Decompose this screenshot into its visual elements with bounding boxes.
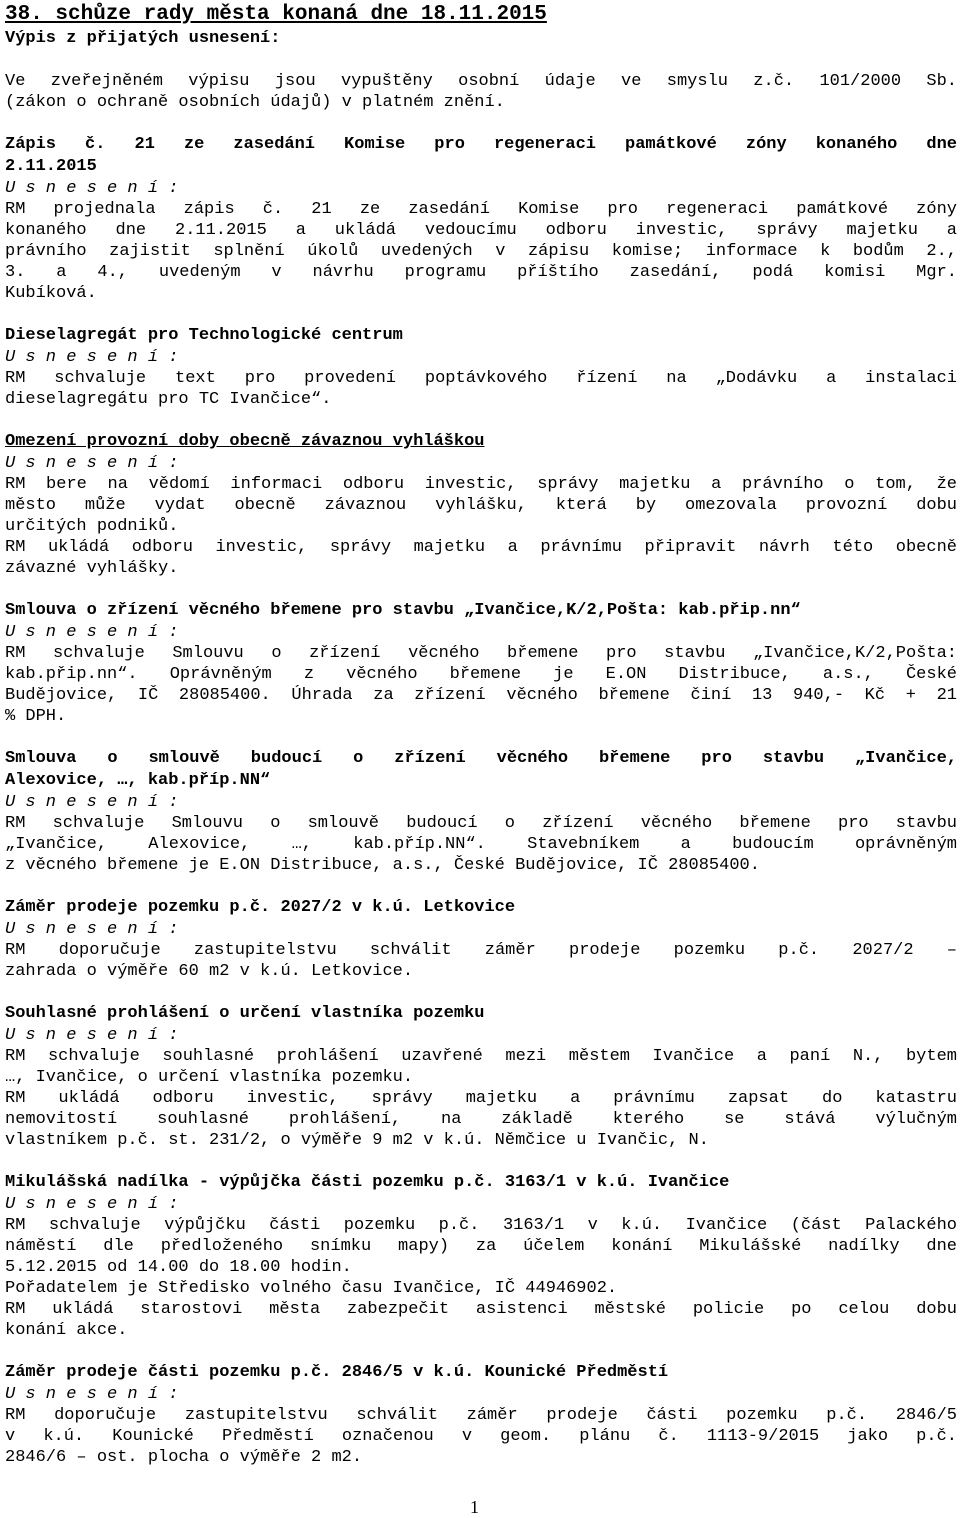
body-line: v k.ú. Kounické Předměstí označenou v geom. plánu č. 1113-9/2015 jako p.č. (5, 1427, 957, 1446)
body-line: 3. a 4., uvedeným v návrhu programu příštího zasedání, podá komisi Mgr. (5, 263, 957, 282)
section-heading: Omezení provozní doby obecně závaznou vyhláškou (5, 432, 485, 451)
body-line: právního zajistit splnění úkolů uvedených v zápisu komise; informace k bodům 2., (5, 242, 957, 261)
body-line: Kubíková. (5, 284, 97, 303)
body-line: 5.12.2015 od 14.00 do 18.00 hodin. (5, 1258, 352, 1277)
section-heading: 2.11.2015 (5, 157, 97, 176)
body-line: RM schvaluje Smlouvu o zřízení věcného břemene pro stavbu „Ivančice,K/2,Pošta: (5, 644, 957, 663)
body-line: nemovitostí souhlasné prohlášení, na základě kterého se stává výlučným (5, 1110, 957, 1129)
section-heading: Souhlasné prohlášení o určení vlastníka pozemku (5, 1004, 485, 1023)
usneseni-label: U s n e s e n í : (5, 623, 179, 642)
usneseni-label: U s n e s e n í : (5, 454, 179, 473)
intro-line: Ve zveřejněném výpisu jsou vypuštěny osobní údaje ve smyslu z.č. 101/2000 Sb. (5, 72, 957, 91)
body-line: % DPH. (5, 707, 67, 726)
body-line: RM doporučuje zastupitelstvu schválit záměr prodeje pozemku p.č. 2027/2 – (5, 941, 957, 960)
body-line: „Ivančice, Alexovice, …, kab.příp.NN“. Stavebníkem a budoucím oprávněným (5, 835, 957, 854)
body-line: 2846/6 – ost. plocha o výměře 2 m2. (5, 1448, 363, 1467)
section-heading: Záměr prodeje části pozemku p.č. 2846/5 v k.ú. Kounické Předměstí (5, 1363, 669, 1382)
section-heading: Smlouva o smlouvě budoucí o zřízení věcného břemene pro stavbu „Ivančice, (5, 749, 957, 768)
document-page (5, 0, 957, 1468)
body-line: dieselagregátu pro TC Ivančice“. (5, 390, 332, 409)
body-line: RM schvaluje Smlouvu o smlouvě budoucí o zřízení věcného břemene pro stavbu (5, 814, 957, 833)
body-line: RM doporučuje zastupitelstvu schválit záměr prodeje části pozemku p.č. 2846/5 (5, 1406, 957, 1425)
section-heading: Zápis č. 21 ze zasedání Komise pro regeneraci památkové zóny konaného dne (5, 135, 957, 154)
usneseni-label: U s n e s e n í : (5, 179, 179, 198)
body-line: Pořadatelem je Středisko volného času Ivančice, IČ 44946902. (5, 1279, 618, 1298)
page-number: 1 (470, 1497, 479, 1517)
body-line: vlastníkem p.č. st. 231/2, o výměře 9 m2 v k.ú. Němčice u Ivančic, N. (5, 1131, 709, 1150)
usneseni-label: U s n e s e n í : (5, 793, 179, 812)
body-line: z věcného břemene je E.ON Distribuce, a.s., České Budějovice, IČ 28085400. (5, 856, 760, 875)
section-heading: Mikulášská nadílka - výpůjčka části pozemku p.č. 3163/1 v k.ú. Ivančice (5, 1173, 730, 1192)
body-line: RM bere na vědomí informaci odboru investic, správy majetku a právního o tom, že (5, 475, 957, 494)
usneseni-label: U s n e s e n í : (5, 1195, 179, 1214)
usneseni-label: U s n e s e n í : (5, 348, 179, 367)
body-line: RM ukládá starostovi města zabezpečit asistenci městské policie po celou dobu (5, 1300, 957, 1319)
body-line: město může vydat obecně závaznou vyhlášku, která by omezovala provozní dobu (5, 496, 957, 515)
body-line: určitých podniků. (5, 517, 179, 536)
usneseni-label: U s n e s e n í : (5, 1026, 179, 1045)
page-title: 38. schůze rady města konaná dne 18.11.2015 (5, 3, 547, 26)
body-line: RM schvaluje text pro provedení poptávkového řízení na „Dodávku a instalaci (5, 369, 957, 388)
section-heading: Smlouva o zřízení věcného břemene pro stavbu „Ivančice,K/2,Pošta: kab.přip.nn“ (5, 601, 801, 620)
body-line: náměstí dle předloženého snímku mapy) za účelem konání Mikulášské nadílky dne (5, 1237, 957, 1256)
body-line: RM ukládá odboru investic, správy majetku a právnímu připravit návrh této obecně (5, 538, 957, 557)
usneseni-label: U s n e s e n í : (5, 1385, 179, 1404)
usneseni-label: U s n e s e n í : (5, 920, 179, 939)
body-line: kab.přip.nn“. Oprávněným z věcného břemene je E.ON Distribuce, a.s., České (5, 665, 957, 684)
body-line: konaného dne 2.11.2015 a ukládá vedoucímu odboru investic, správy majetku a (5, 221, 957, 240)
body-line: závazné vyhlášky. (5, 559, 179, 578)
page-subtitle: Výpis z přijatých usnesení: (5, 29, 281, 48)
body-line: Budějovice, IČ 28085400. Úhrada za zřízení věcného břemene činí 13 940,- Kč + 21 (5, 686, 957, 705)
body-line: RM schvaluje výpůjčku části pozemku p.č. 3163/1 v k.ú. Ivančice (část Palackého (5, 1216, 957, 1235)
body-line: …, Ivančice, o určení vlastníka pozemku. (5, 1068, 414, 1087)
body-line: zahrada o výměře 60 m2 v k.ú. Letkovice. (5, 962, 414, 981)
section-heading: Dieselagregát pro Technologické centrum (5, 326, 403, 345)
intro-line: (zákon o ochraně osobních údajů) v platném znění. (5, 93, 505, 112)
body-line: konání akce. (5, 1321, 128, 1340)
section-heading: Záměr prodeje pozemku p.č. 2027/2 v k.ú. Letkovice (5, 898, 516, 917)
body-line: RM ukládá odboru investic, správy majetku a právnímu zapsat do katastru (5, 1089, 957, 1108)
body-line: RM schvaluje souhlasné prohlášení uzavřené mezi městem Ivančice a paní N., bytem (5, 1047, 957, 1066)
section-heading: Alexovice, …, kab.příp.NN“ (5, 771, 271, 790)
body-line: RM projednala zápis č. 21 ze zasedání Komise pro regeneraci památkové zóny (5, 200, 957, 219)
